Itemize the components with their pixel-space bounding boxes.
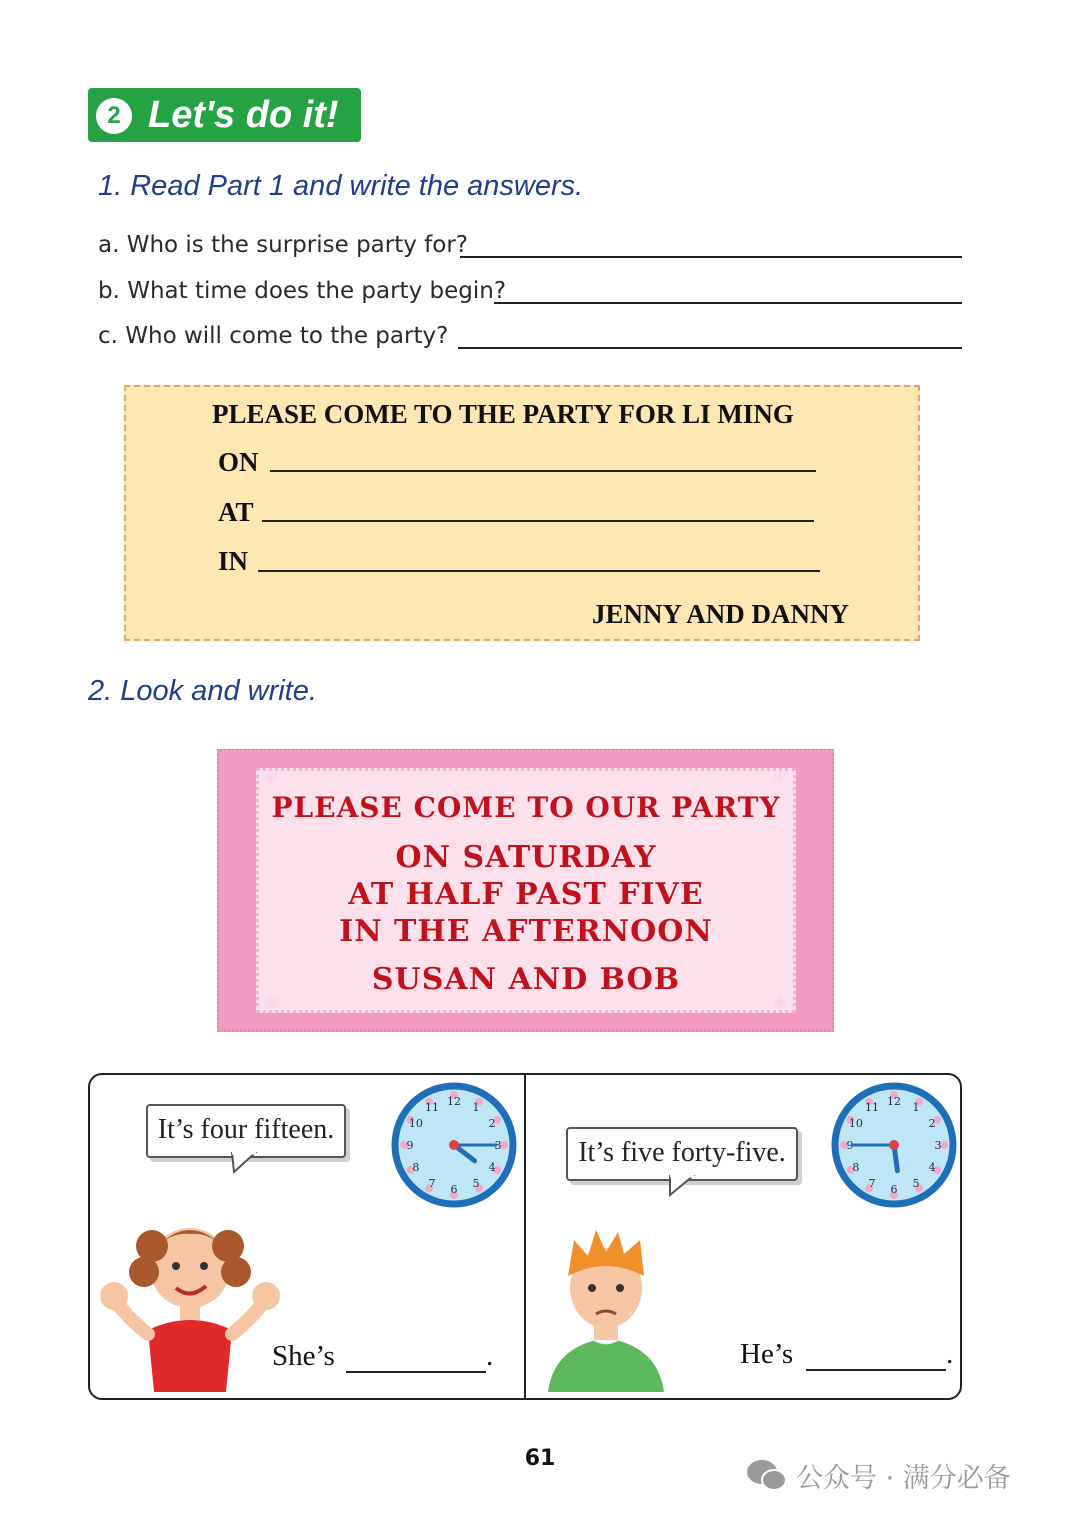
- section-number-badge: 2: [96, 98, 132, 134]
- clock-number: 12: [887, 1095, 901, 1108]
- clock-center: [889, 1140, 899, 1150]
- clock-icon: [391, 1082, 517, 1208]
- invitation-title: PLEASE COME TO THE PARTY FOR LI MING: [212, 399, 794, 429]
- invitation-line-1: PLEASE COME TO OUR PARTY: [271, 791, 781, 824]
- answer-line-she[interactable]: [346, 1371, 486, 1373]
- clock-number: 7: [868, 1177, 876, 1191]
- clock-number: 11: [425, 1100, 439, 1114]
- clock-number: 2: [488, 1117, 496, 1130]
- invitation-in-line[interactable]: [258, 570, 820, 572]
- speech-bubble-left: It’s four fifteen.: [146, 1104, 346, 1158]
- clock-number: 5: [472, 1177, 480, 1191]
- section-title: Let's do it!: [148, 94, 339, 136]
- corner-star-icon: ✱: [772, 768, 788, 789]
- invitation-signature: JENNY AND DANNY: [592, 599, 850, 629]
- clock-number: 6: [450, 1183, 458, 1196]
- corner-star-icon: ✱: [264, 993, 280, 1014]
- clock-number: 6: [890, 1183, 898, 1196]
- question-b: b. What time does the party begin?: [98, 278, 507, 304]
- clock-number: 12: [447, 1095, 461, 1108]
- clock-number: 11: [865, 1100, 879, 1114]
- clock-number: 4: [488, 1161, 496, 1174]
- exercise-1-heading: 1. Read Part 1 and write the answers.: [98, 170, 584, 202]
- clock-number: 3: [494, 1139, 502, 1152]
- panel-divider: [524, 1075, 526, 1398]
- clock-number: 9: [846, 1139, 854, 1152]
- invitation-line-3: AT HALF PAST FIVE: [348, 877, 704, 912]
- sentence-she-suffix: .: [486, 1340, 494, 1372]
- answer-line-he[interactable]: [806, 1369, 946, 1371]
- question-c: c. Who will come to the party?: [98, 323, 449, 349]
- corner-star-icon: ✱: [772, 993, 788, 1014]
- wechat-icon: [746, 1458, 788, 1492]
- speech-bubble-tail: [226, 1152, 266, 1176]
- speech-bubble-right: It’s five forty-five.: [566, 1127, 798, 1181]
- invitation-in-label: IN: [218, 546, 249, 576]
- clock-number: 8: [412, 1161, 420, 1174]
- invitation-on-label: ON: [218, 447, 259, 477]
- exercise-2-heading: 2. Look and write.: [88, 675, 317, 707]
- clock-center: [449, 1140, 459, 1150]
- invitation-on-line[interactable]: [270, 470, 816, 472]
- invitation-at-line[interactable]: [262, 520, 814, 522]
- clock-number: 7: [428, 1177, 436, 1191]
- clock-number: 5: [912, 1177, 920, 1191]
- clock-number: 1: [912, 1100, 920, 1114]
- clock-number: 10: [848, 1117, 863, 1130]
- answer-line-a[interactable]: [460, 256, 962, 258]
- clock-number: 10: [408, 1117, 423, 1130]
- sentence-he-suffix: .: [946, 1338, 954, 1370]
- answer-line-b[interactable]: [494, 302, 962, 304]
- clock-number: 9: [406, 1139, 414, 1152]
- invitation-line-2: ON SATURDAY: [395, 840, 657, 875]
- clock-number: 4: [928, 1161, 936, 1174]
- sentence-she-prefix: She’s: [272, 1340, 335, 1372]
- question-a: a. Who is the surprise party for?: [98, 232, 468, 258]
- speech-bubble-tail: [664, 1175, 704, 1199]
- clock-number: 8: [852, 1161, 860, 1174]
- corner-star-icon: ✱: [264, 768, 280, 789]
- answer-line-c[interactable]: [458, 347, 962, 349]
- sentence-he-prefix: He’s: [740, 1338, 794, 1370]
- clock-number: 2: [928, 1117, 936, 1130]
- clock-icon: [831, 1082, 957, 1208]
- boy-character: [544, 1226, 668, 1392]
- girl-character: [100, 1210, 280, 1392]
- clock-number: 3: [934, 1139, 942, 1152]
- invitation-signature-2: SUSAN AND BOB: [371, 962, 681, 997]
- invitation-line-4: IN THE AFTERNOON: [339, 914, 713, 949]
- watermark: 公众号 · 满分必备: [796, 1463, 1011, 1494]
- clock-number: 1: [472, 1100, 480, 1114]
- page-number: 61: [524, 1446, 556, 1471]
- invitation-at-label: AT: [218, 497, 254, 527]
